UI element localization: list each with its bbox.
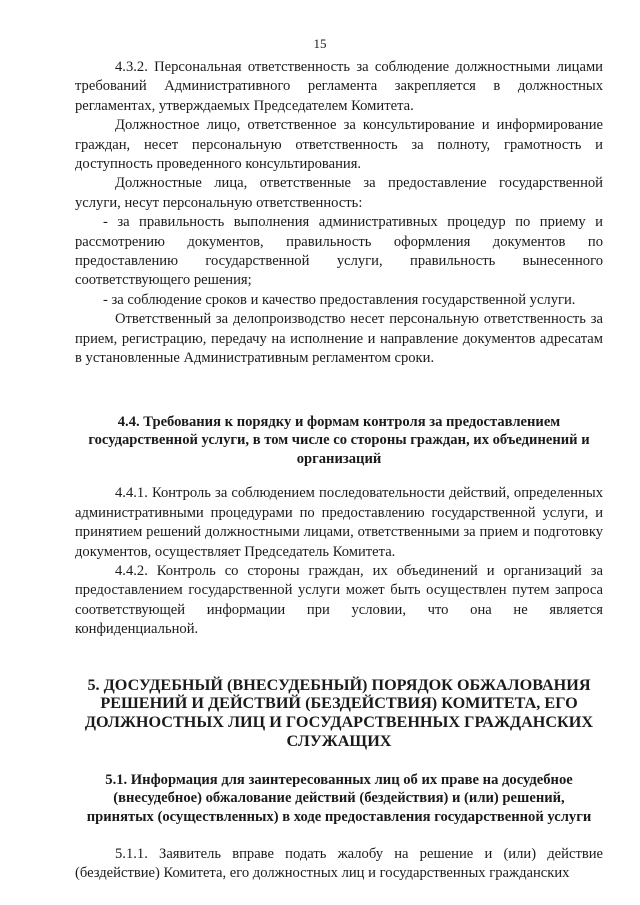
page-number: 15 xyxy=(313,36,327,51)
paragraph-5-1-1: 5.1.1. Заявитель вправе подать жалобу на решение и (или) действие (бездействие) Комитета, его должностных лиц и государственных гражданских xyxy=(75,845,603,881)
heading-section-5: 5. ДОСУДЕБНЫЙ (ВНЕСУДЕБНЫЙ) ПОРЯДОК ОБЖАЛОВАНИЯ РЕШЕНИЙ И ДЕЙСТВИЙ (БЕЗДЕЙСТВИЯ) КОМИТЕТА, ЕГО ДОЛЖНОСТНЫХ ЛИЦ И ГОСУДАРСТВЕННЫХ ГРАЖДАНСКИХ СЛУЖАЩИХ xyxy=(84,675,594,750)
paragraph-4-4-1: 4.4.1. Контроль за соблюдением последовательности действий, определенных административными процедурами по предоставлению государственной услуги, и принятием решений должностными лицами, ответственными за прием и подготовку документов, осуществляет Председатель Комитета. xyxy=(75,485,603,560)
list-item-procedures: - за правильность выполнения административных процедур по приему и рассмотрению документов, правильность оформления документов по предоставлению государственной услуги, правильность вынесенного соответствующего решения; xyxy=(75,214,603,289)
document-body xyxy=(75,58,603,883)
heading-4-4: 4.4. Требования к порядку и формам контроля за предоставлением государственной услуги, в том числе со стороны граждан, их объединений и организаций xyxy=(88,413,590,467)
paragraph-consulting-responsibility: Должностное лицо, ответственное за консультирование и информирование граждан, несет персональную ответственность за полноту, грамотность и доступность проведенного консультирования. xyxy=(75,117,603,173)
paragraph-records-responsibility: Ответственный за делопроизводство несет персональную ответственность за прием, регистрацию, передачу на исполнение и направление документов адресатам в установленные Административным регламентом сроки. xyxy=(75,311,603,367)
paragraph-4-4-2: 4.4.2. Контроль со стороны граждан, их объединений и организаций за предоставлением государственной услуги может быть осуществлен путем запроса соответствующей информации при условии, что она не является конфиденциальной. xyxy=(75,562,603,638)
heading-5-1: 5.1. Информация для заинтересованных лиц об их праве на досудебное (внесудебное) обжалование действий (бездействия) и (или) решений, принятых (осуществленных) в ходе предоставления государственной услуги xyxy=(86,771,592,825)
paragraph-4-3-2: 4.3.2. Персональная ответственность за соблюдение должностными лицами требований Административного регламента закрепляется в должностных регламентах, утверждаемых Председателем Комитета. xyxy=(75,59,603,114)
list-item-deadlines: - за соблюдение сроков и качество предоставления государственной услуги. xyxy=(103,291,576,308)
paragraph-officials-responsibility: Должностные лица, ответственные за предоставление государственной услуги, несут персональную ответственность: xyxy=(75,175,603,211)
